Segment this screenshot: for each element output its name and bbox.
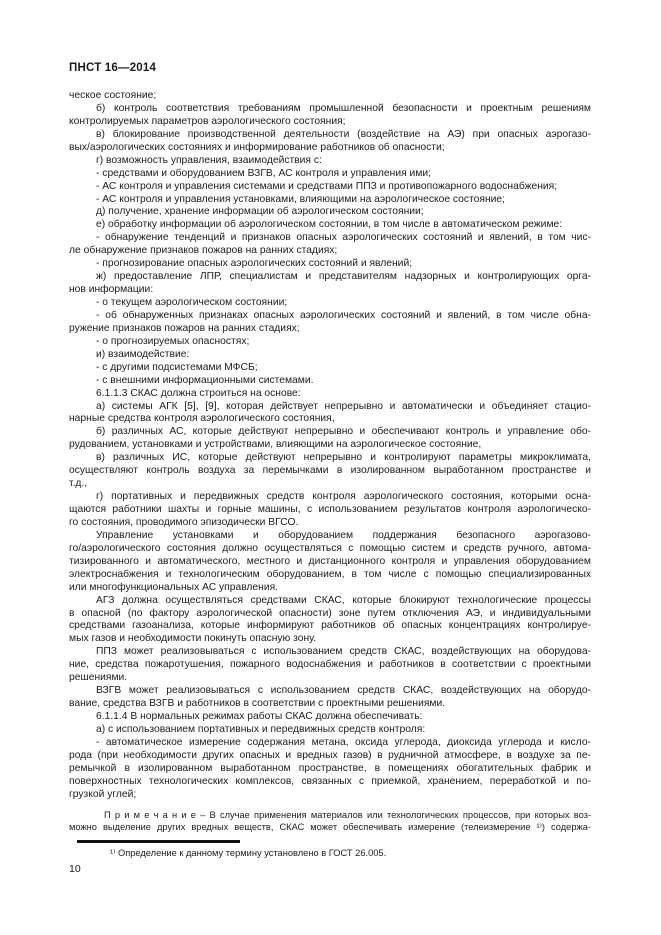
body-text-line: ле обнаружение признаков пожаров на ранних стадиях; — [69, 245, 338, 257]
body-text-line: или многофункциональных АС управления. — [69, 581, 279, 593]
document-body — [69, 90, 591, 802]
body-text-line: ние, средства пожаротушения, пожарного водоснабжения и работников в соответствии с проектными — [69, 659, 591, 671]
body-text-line: а) с использованием портативных и передвижных средств контроля: — [96, 723, 426, 735]
body-text-line: вых/аэрологических состояниях и информирование работников об опасности; — [69, 141, 445, 153]
body-text-line: нарные средства контроля аэрологического состояния, — [69, 413, 335, 425]
body-text-line: щаются работники шахты и горные машины, с использованием результатов контроля аэрологическо- — [69, 504, 591, 515]
document-header: ПНСТ 16—2014 — [69, 62, 157, 74]
body-text-line: и) взаимодействие: — [96, 348, 190, 360]
footnote-divider — [77, 840, 240, 843]
body-text-line: ческое состояние; — [69, 90, 157, 101]
body-text-line: г) портативных и передвижных средств контроля аэрологического состояния, которыми осна- — [96, 491, 591, 503]
body-text-line: нов информации: — [69, 284, 154, 296]
body-text-line: ружение признаков пожаров на ранних стадиях; — [69, 322, 300, 334]
body-text-line: в) различных ИС, которые действуют непрерывно и контролируют параметры микроклимата, — [96, 452, 591, 464]
body-text-line: ВЗГВ может реализовываться с использованием средств СКАС, воздействующих на оборудо- — [96, 685, 591, 697]
body-text-line: в опасной (по фактору аэрологической опасности) зоне путем отключения АЭ, и индивидуальными — [69, 607, 591, 619]
footnote-marker: ¹⁾ — [110, 848, 116, 859]
body-text-line: - АС контроля и управления системами и средствами ППЗ и противопожарного водоснабжения; — [96, 180, 558, 192]
body-text-line: д) получение, хранение информации об аэрологическом состоянии; — [96, 206, 424, 218]
body-text-line: ППЗ может реализовываться с использованием средств СКАС, воздействующих на оборудова- — [96, 646, 591, 658]
body-text-line: е) обработку информации об аэрологическом состоянии, в том числе в автоматическом режиме: — [96, 219, 563, 231]
body-text-line: Управление установками и оборудованием поддержания безопасного аэрогазово- — [96, 529, 591, 541]
body-text-line: рода (при необходимости других опасных и вредных газов) в рудничной атмосфере, в воздухе за пе- — [69, 749, 591, 761]
page-content — [69, 62, 591, 875]
body-text-line: - средствами и оборудованием ВЗГВ, АС контроля и управления ими; — [96, 167, 431, 179]
body-text-line: 6.1.1.4 В нормальных режимах работы СКАС должна обеспечивать: — [96, 711, 423, 722]
body-text-line: рудованием, установками и устройствами, влияющими на аэрологическое состояние, — [69, 439, 482, 451]
body-text-line: 6.1.1.3 СКАС должна строиться на основе: — [96, 387, 301, 399]
body-text-line: а) системы АГК [5], [9], которая действует непрерывно и автоматически и объединяет стацио- — [96, 400, 591, 412]
body-text-line: - с внешними информационными системами. — [96, 374, 314, 386]
body-text-line: ж) предоставление ЛПР, специалистам и представителям надзорных и контролирующих орга- — [96, 271, 591, 283]
body-text-line: поверхностных технологических комплексов, связанных с приемкой, хранением, переработкой и по- — [69, 775, 591, 787]
page-number: 10 — [69, 863, 81, 876]
body-text-line: контролируемых параметров аэрологического состояния; — [69, 115, 346, 127]
body-text-line: го состояния, проводимого эпизодически ВГСО. — [69, 516, 299, 528]
body-text-line: грузкой углей; — [69, 788, 137, 800]
body-text-line: - об обнаруженных признаках опасных аэрологических состояний и явлений, в том числе обна- — [96, 309, 591, 321]
body-text-line: тизированного и автоматического, местного и дистанционного контроля и управления оборудованием — [69, 555, 591, 567]
body-text-line: б) контроль соответствия требованиям промышленной безопасности и проектным решениям — [96, 102, 591, 114]
body-text-line: - АС контроля и управления установками, влияющими на аэрологическое состояние; — [96, 193, 505, 205]
body-text-line: решениями. — [69, 672, 128, 684]
note-block — [69, 809, 591, 834]
footnote — [69, 847, 591, 859]
body-text-line: - о текущем аэрологическом состоянии; — [96, 297, 288, 308]
body-text-line: - о прогнозируемых опасностях; — [96, 335, 250, 347]
body-text-line: - автоматическое измерение содержания метана, оксида углерода, диоксида углерода и кисло- — [96, 736, 591, 748]
footnote-text: Определение к данному термину установлено в ГОСТ 26.005. — [117, 848, 387, 859]
body-text-line: в) блокирование производственной деятельности (воздействие на АЭ) при опасных аэрогазо- — [96, 128, 591, 140]
body-text-line: б) различных АС, которые действуют непрерывно и обеспечивают контроль и управление обо- — [96, 426, 591, 438]
note-text-line: можно выделение других вредных веществ, СКАС может обеспечивать измерение (телеизмерение ¹⁾) содержа- — [69, 821, 591, 832]
body-text-line: АГЗ должна осуществляться средствами СКАС, которые блокируют технологические процессы — [96, 594, 591, 606]
body-text-line: го/аэрологического состояния должно осуществляться с помощью систем и средств ручного, автома- — [69, 542, 591, 554]
body-text-line: т.д., — [69, 478, 88, 490]
body-text-line: - прогнозирование опасных аэрологических состояний и явлений; — [96, 258, 413, 270]
note-text-line: П р и м е ч а н и е – В случае применения материалов или технологических процессов, при которых воз- — [104, 809, 591, 820]
body-text-line: электроснабжения и технологическим оборудованием, в том числе с помощью специализированных — [69, 568, 591, 580]
body-text-line: мых газов и необходимости покинуть опасную зону. — [69, 633, 317, 645]
body-text-line: - с другими подсистемами МФСБ; — [96, 361, 258, 373]
body-text-line: средствами газоанализа, которые информируют работников об опасных концентрациях контролируе- — [69, 620, 591, 632]
body-text-line: ремычкой в изолированном выработанном пространстве, в помещениях обогатительных фабрик и — [69, 762, 591, 774]
body-text-line: осуществляют контроль воздуха за перемычками в изолированном выработанном пространстве и — [69, 465, 591, 477]
body-text-line: г) возможность управления, взаимодействия с: — [96, 154, 322, 166]
body-text-line: - обнаружение тенденций и признаков опасных аэрологических состояний и явлений, в том чис- — [96, 232, 591, 244]
body-text-line: вание, средства ВЗГВ и работников в соответствии с проектными решениями. — [69, 698, 446, 710]
